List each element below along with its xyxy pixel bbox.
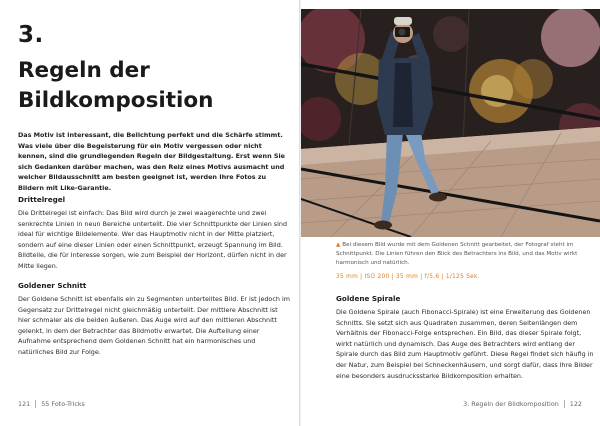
section-heading-goldener-schnitt: Goldener Schnitt (18, 281, 87, 290)
right-footer (463, 400, 582, 408)
section-heading-drittelregel: Drittelregel (18, 195, 66, 204)
chapter-label: 3. Regeln der Bildkomposition (463, 400, 559, 408)
section-heading-goldene-spirale: Goldene Spirale (336, 294, 401, 303)
caption-text: Bei diesem Bild wurde mit dem Goldenen Schnitt gearbeitet, der Fotograf steht im Schnittpunkt. Die Linien führen den Blick des Betrachters ins Bild, und das Motiv wirkt harmonisch und natürlich. (336, 242, 578, 266)
section-text-goldener-schnitt: Der Goldene Schnitt ist ebenfalls ein zu Segmenten unterteiltes Bild. Er ist jedoch im Gegensatz zur Drittelregel nicht gleichmäßig unterteilt. Der mittlere Abschnitt ist hier schmaler als die beiden äußeren. Das Auge wird auf den mittleren Abschnitt gelenkt, in dem der Betrachter das Bildmotiv erwartet. Die Aufteilung einer Aufnahme entsprechend dem Goldenen Schnitt hat ein harmonisches und natürliches Bild zur Folge. (18, 295, 290, 356)
chapter-number: 3. (18, 22, 44, 48)
intro-paragraph: Das Motiv ist interessant, die Belichtung perfekt und die Schärfe stimmt. Was viele über die Begeisterung für ein Motiv vergessen oder nicht kennen, sind die grundlegenden Regeln der Bildgestaltung. Erst wenn Sie sich Gedanken darüber machen, was den Reiz eines Motivs ausmacht und welcher Bildausschnitt am besten geeignet ist, werden Ihre Fotos zu Bildern mit Like-Garantie. (18, 131, 285, 192)
photo-caption (336, 241, 598, 268)
photo-exif: 35 mm | ISO 200 | 35 mm | f/5,6 | 1/125 Sek. (336, 274, 480, 280)
book-title: 55 Foto-Tricks (41, 400, 85, 408)
right-page-number: 122 (569, 400, 582, 408)
section-text-drittelregel: Die Drittelregel ist einfach: Das Bild wird durch je zwei waagerechte und zwei senkrechte Linien in neun Bereiche unterteilt. Die vier Schnittpunkte der Linien sind ideal für wichtige Bildelemente. Wer das Hauptmotiv nicht in der Mitte platziert, sondern auf eine dieser Linien oder einen Schnittpunkt, erzeugt Spannung im Bild. Bildteile, die für Interesse sorgen, wie zum Beispiel der Horizont, dürfen nicht in der Mitte liegen. (18, 209, 287, 270)
chapter-photo (301, 9, 600, 237)
caption-arrow-icon: ▲ (336, 242, 343, 248)
chapter-title: Regeln der Bildkomposition (18, 58, 214, 113)
left-footer (18, 400, 85, 408)
section-text-goldene-spirale: Die Goldene Spirale (auch Fibonacci-Spirale) ist eine Erweiterung des Goldenen Schnitts. Sie setzt sich aus Quadraten zusammen, deren Seitenlängen dem Verhältnis der Fibonacci-Folge entsprechen. Ein Bild, das dieser Spirale folgt, wirkt natürlich und dynamisch. Das Auge des Betrachters wird entlang der Spirale durch das Bild zum Hauptmotiv geführt. Diese Regel findet sich häufig in der Natur, zum Beispiel bei Schneckenhäusern, und sorgt dafür, dass Ihre Bilder eine besonders ausdrucksstarke Bildkomposition erhalten. (336, 308, 594, 380)
footer-divider (564, 400, 565, 408)
left-page-number: 121 (18, 400, 31, 408)
footer-divider (35, 400, 36, 408)
